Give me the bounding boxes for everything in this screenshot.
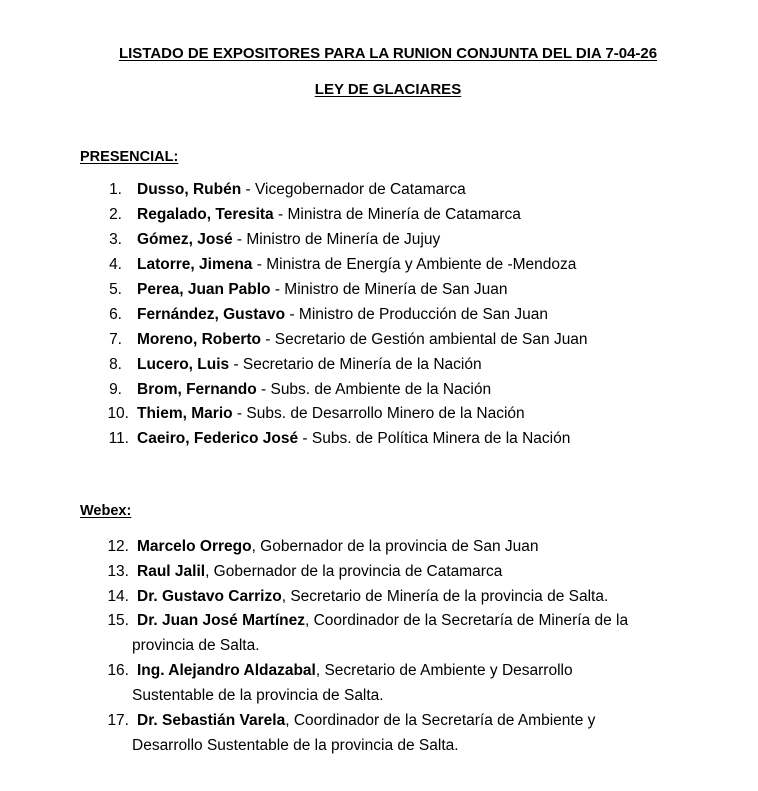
speaker-name: Latorre, Jimena <box>137 256 253 273</box>
speaker-role: - Ministro de Minería de San Juan <box>270 281 508 298</box>
speaker-name: Lucero, Luis <box>137 356 230 373</box>
speaker-role: , Secretario de Ambiente y Desarrollo <box>315 662 573 679</box>
item-number: 4. <box>109 256 122 273</box>
speaker-role: - Vicegobernador de Catamarca <box>241 181 466 198</box>
speaker-name: Caeiro, Federico José <box>137 430 299 447</box>
item-number: 13. <box>107 563 129 580</box>
speaker-role: , Coordinador de la Secretaría de Minería de la <box>304 612 629 629</box>
item-number: 9. <box>109 381 122 398</box>
speaker-name: Raul Jalil <box>137 563 206 580</box>
speaker-role: - Ministra de Minería de Catamarca <box>273 206 521 223</box>
document-title: LISTADO DE EXPOSITORES PARA LA RUNION CONJUNTA DEL DIA 7-04-26 <box>118 45 658 62</box>
speaker-name: Marcelo Orrego <box>137 538 252 555</box>
speaker-role: - Secretario de Minería de la Nación <box>229 356 482 373</box>
speaker-role: - Subs. de Ambiente de la Nación <box>256 381 492 398</box>
speaker-role: - Ministra de Energía y Ambiente de -Mendoza <box>252 256 577 273</box>
speaker-name: Gómez, José <box>137 231 233 248</box>
speaker-role: - Secretario de Gestión ambiental de San Juan <box>261 331 588 348</box>
speaker-role: , Secretario de Minería de la provincia de Salta. <box>281 588 609 605</box>
speaker-role: - Ministro de Minería de Jujuy <box>232 231 441 248</box>
speaker-role: - Ministro de Producción de San Juan <box>285 306 548 323</box>
item-number: 14. <box>107 588 129 605</box>
speaker-name: Moreno, Roberto <box>137 331 261 348</box>
item-number: 8. <box>109 356 122 373</box>
speaker-name: Fernández, Gustavo <box>137 306 286 323</box>
speaker-name: Dr. Gustavo Carrizo <box>137 588 282 605</box>
item-number: 3. <box>109 231 122 248</box>
speaker-role-continuation: Desarrollo Sustentable de la provincia de Salta. <box>132 737 459 754</box>
item-number: 2. <box>109 206 122 223</box>
speaker-name: Dr. Juan José Martínez <box>137 612 305 629</box>
item-number: 10. <box>107 405 129 422</box>
speaker-role: , Gobernador de la provincia de San Juan <box>251 538 539 555</box>
item-number: 5. <box>109 281 122 298</box>
item-number: 1. <box>109 181 122 198</box>
speaker-name: Ing. Alejandro Aldazabal <box>137 662 316 679</box>
speaker-role-continuation: Sustentable de la provincia de Salta. <box>132 687 384 704</box>
item-number: 16. <box>107 662 129 679</box>
speaker-name: Regalado, Teresita <box>137 206 274 223</box>
speaker-name: Brom, Fernando <box>137 381 257 398</box>
section-heading-presencial: PRESENCIAL: <box>80 149 179 165</box>
item-number: 17. <box>107 712 129 729</box>
speaker-name: Thiem, Mario <box>137 405 233 422</box>
section-heading-webex: Webex: <box>80 503 132 519</box>
item-number: 11. <box>108 430 129 447</box>
speaker-name: Dusso, Rubén <box>137 181 242 198</box>
speaker-role: , Gobernador de la provincia de Catamarca <box>205 563 503 580</box>
item-number: 12. <box>107 538 129 555</box>
speaker-role: - Subs. de Desarrollo Minero de la Nación <box>232 405 525 422</box>
speaker-name: Perea, Juan Pablo <box>137 281 271 298</box>
item-number: 6. <box>109 306 122 323</box>
speaker-role: , Coordinador de la Secretaría de Ambiente y <box>285 712 596 729</box>
speaker-name: Dr. Sebastián Varela <box>137 712 286 729</box>
document-subtitle: LEY DE GLACIARES <box>314 81 462 98</box>
item-number: 7. <box>109 331 122 348</box>
speaker-role: - Subs. de Política Minera de la Nación <box>298 430 571 447</box>
item-number: 15. <box>107 612 129 629</box>
speaker-role-continuation: provincia de Salta. <box>132 637 260 654</box>
